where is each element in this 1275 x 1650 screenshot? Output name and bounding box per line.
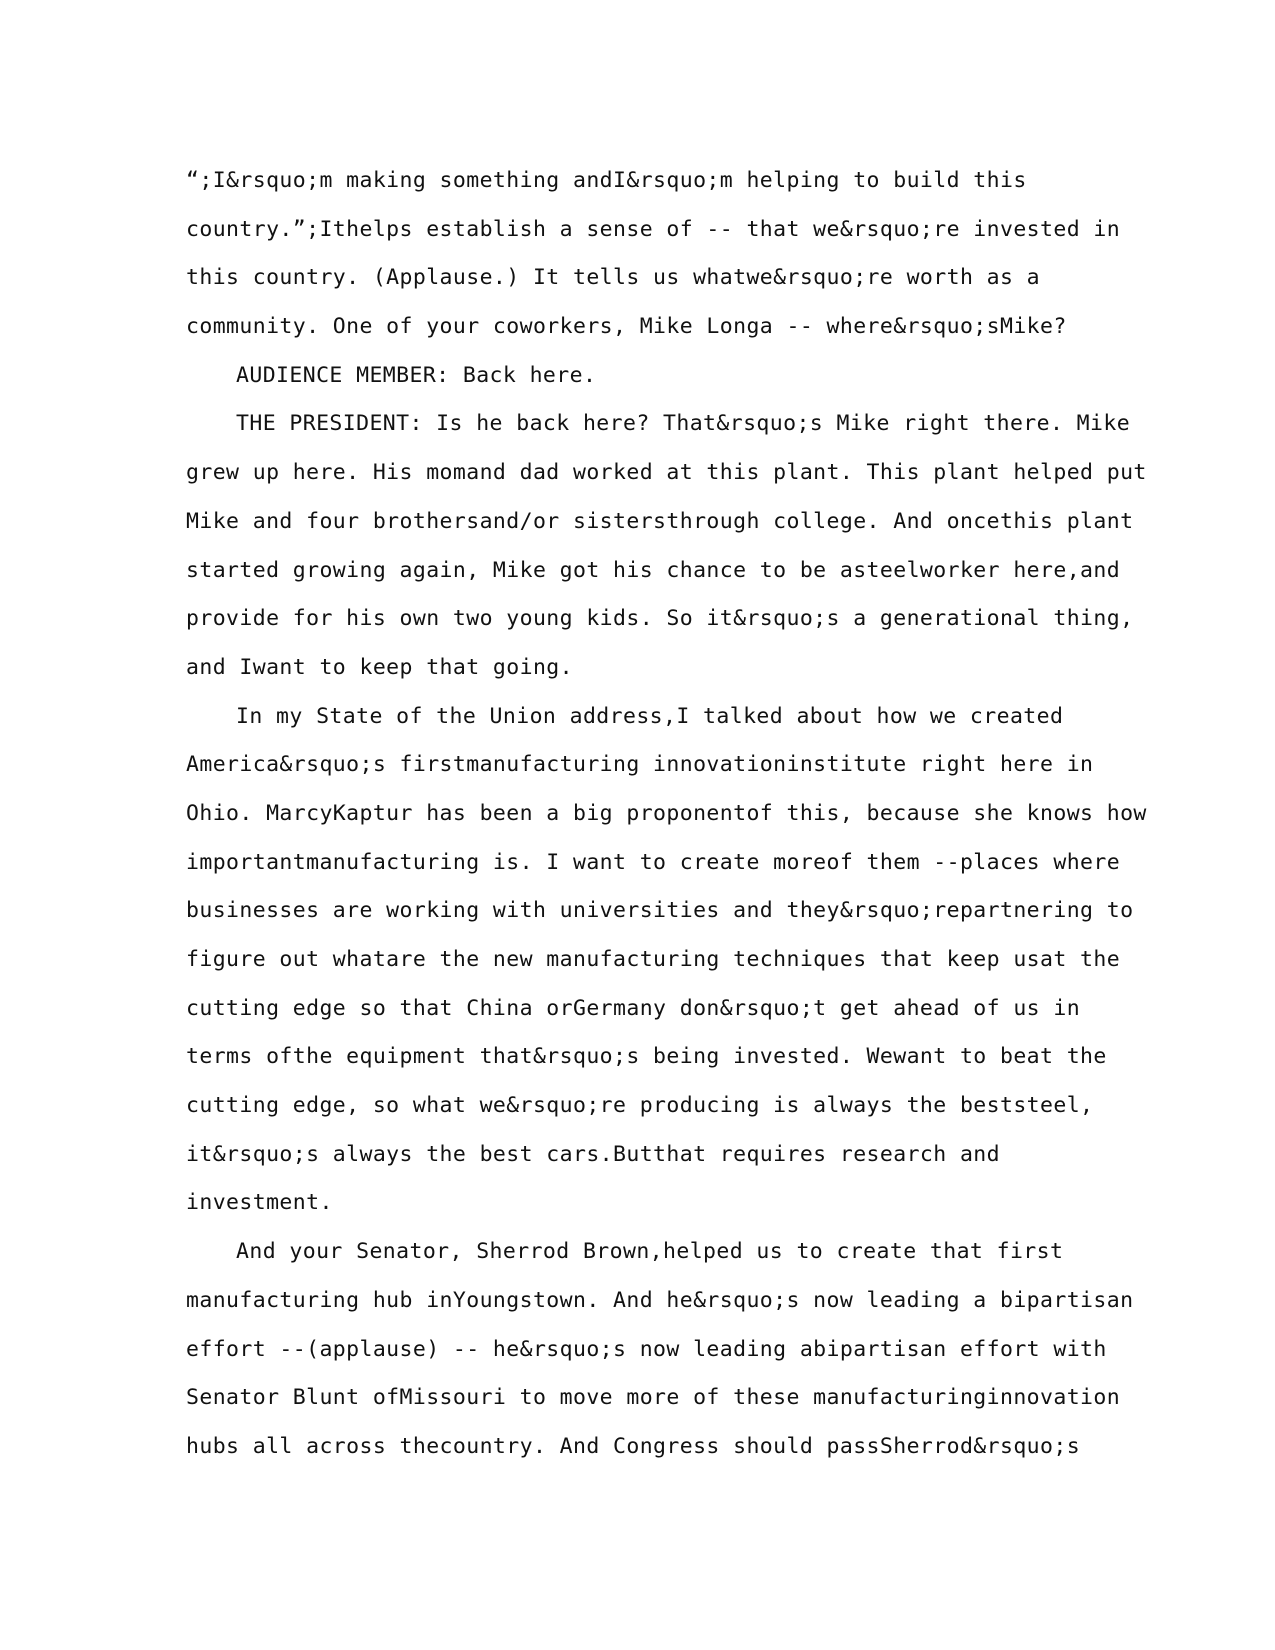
- text-line: And your Senator, Sherrod Brown,helped us to create that first: [236, 1239, 1064, 1265]
- text-line: community. One of your coworkers, Mike Longa -- where&rsquo;sMike?: [186, 314, 1067, 340]
- text-line: cutting edge so that China orGermany don&rsquo;t get ahead of us in: [186, 995, 1081, 1021]
- text-line: effort --(applause) -- he&rsquo;s now leading abipartisan effort with: [186, 1336, 1107, 1362]
- text-line: terms ofthe equipment that&rsquo;s being invested. Wewant to beat the: [186, 1044, 1107, 1070]
- text-line: Senator Blunt ofMissouri to move more of these manufacturinginnovation: [186, 1385, 1121, 1411]
- text-line: In my State of the Union address,I talked about how we created: [236, 703, 1064, 729]
- text-line: importantmanufacturing is. I want to create moreof them --places where: [186, 849, 1121, 875]
- text-line: grew up here. His momand dad worked at this plant. This plant helped put: [186, 460, 1147, 486]
- text-line: Ohio. MarcyKaptur has been a big proponentof this, because she knows how: [186, 800, 1147, 826]
- text-line: started growing again, Mike got his chance to be asteelworker here,and: [186, 557, 1121, 583]
- text-line: figure out whatare the new manufacturing techniques that keep usat the: [186, 947, 1121, 972]
- text-line: “;I&rsquo;m making something andI&rsquo;m helping to build this: [186, 168, 1027, 193]
- text-line: hubs all across thecountry. And Congress should passSherrod&rsquo;s: [186, 1433, 1081, 1459]
- text-line: country.”;Ithelps establish a sense of -- that we&rsquo;re invested in: [186, 216, 1121, 242]
- text-line: manufacturing hub inYoungstown. And he&rsquo;s now leading a bipartisan: [186, 1287, 1134, 1313]
- text-line: and Iwant to keep that going.: [186, 654, 573, 680]
- text-line: businesses are working with universities and they&rsquo;repartnering to: [186, 898, 1134, 924]
- text-line: AUDIENCE MEMBER: Back here.: [236, 362, 597, 388]
- text-line: it&rsquo;s always the best cars.Butthat requires research and: [186, 1141, 1000, 1167]
- document-page: [186, 157, 1147, 1472]
- text-line: cutting edge, so what we&rsquo;re producing is always the beststeel,: [186, 1093, 1094, 1119]
- text-line: Mike and four brothersand/or sistersthrough college. And oncethis plant: [186, 508, 1134, 534]
- text-line: THE PRESIDENT: Is he back here? That&rsquo;s Mike right there. Mike: [236, 411, 1131, 437]
- text-line: America&rsquo;s firstmanufacturing innovationinstitute right here in: [186, 752, 1094, 778]
- text-line: this country. (Applause.) It tells us whatwe&rsquo;re worth as a: [186, 265, 1041, 291]
- text-line: investment.: [186, 1190, 333, 1216]
- text-line: provide for his own two young kids. So it&rsquo;s a generational thing,: [186, 606, 1134, 632]
